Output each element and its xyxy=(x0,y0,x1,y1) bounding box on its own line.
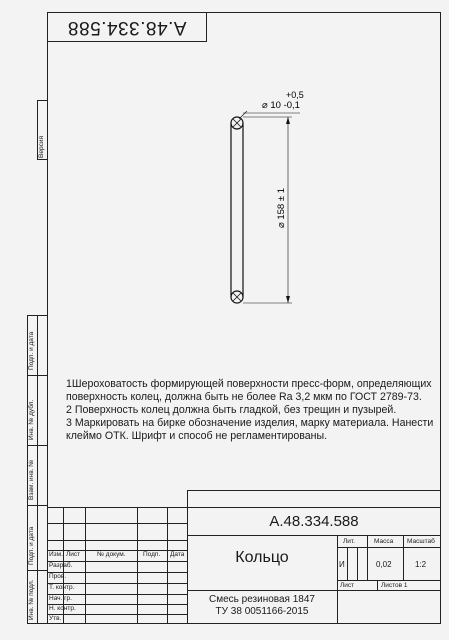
tb-line xyxy=(403,535,404,580)
tb-line xyxy=(47,540,187,541)
lit-label: Лит. xyxy=(343,538,355,545)
role-utv: Утв. xyxy=(49,615,62,622)
role-prov: Пров. xyxy=(49,573,67,580)
header-podp: Подп. xyxy=(143,551,161,558)
massa-label: Масса xyxy=(374,538,394,545)
note-line: 2 Поверхность колец должна быть гладкой, без трещин и пузырей. xyxy=(66,404,397,416)
tb-line xyxy=(137,507,138,624)
tb-line xyxy=(47,523,187,524)
tb-line xyxy=(47,614,187,615)
note-line: 1Шероховатость формирующей поверхности пресс-форм, определяющих xyxy=(66,378,432,390)
masshtab-label: Масштаб xyxy=(407,538,435,545)
inv-podl-label: Инв. № подл. xyxy=(28,579,35,620)
version-label: Версия xyxy=(38,136,45,158)
material-line: Смесь резиновая 1847 xyxy=(208,594,315,605)
arrow-icon xyxy=(286,296,290,303)
technical-notes xyxy=(66,378,436,443)
header-doc-no: № докум. xyxy=(97,551,126,558)
designation: А.48.334.588 xyxy=(269,512,359,530)
role-razrab: Разраб. xyxy=(49,562,73,569)
note-line: клеймо ОТК. Шрифт и способ не регламентированы. xyxy=(66,430,328,442)
tb-line xyxy=(337,580,441,581)
role-t-kontr: Т. контр. xyxy=(49,584,75,591)
tb-line xyxy=(337,590,441,591)
vzam-inv-label: Взам. инв. № xyxy=(28,459,35,500)
sheet-label: Лист xyxy=(340,582,355,589)
sheets-label: Листов 1 xyxy=(381,582,408,589)
tb-line xyxy=(347,547,348,580)
tb-line xyxy=(337,547,441,548)
role-n-kontr: Н. контр. xyxy=(49,605,76,612)
podp-data-label-1: Подп. и дата xyxy=(28,331,35,370)
top-designation-text: А.48.334.588 xyxy=(67,17,187,38)
podp-data-label-2: Подп. и дата xyxy=(28,526,35,565)
arrow-icon xyxy=(286,117,290,124)
leader-line xyxy=(239,111,247,119)
tb-line xyxy=(367,535,368,580)
tb-line xyxy=(187,490,441,491)
header-izm: Изм. xyxy=(49,551,63,558)
tb-line xyxy=(377,580,378,590)
note-line: 3 Маркировать на бирке обозначение изделия, марку материала. Нанести xyxy=(66,417,434,429)
material-block xyxy=(187,590,337,624)
diameter-section-label: ⌀ 10 -0,1 xyxy=(262,100,300,111)
header-list: Лист xyxy=(66,551,81,558)
masshtab-value: 1:2 xyxy=(415,560,427,569)
inv-dubl-label: Инв. № дубл. xyxy=(28,399,35,440)
tb-line xyxy=(167,507,168,624)
role-nach-gr: Нач. гр. xyxy=(49,595,72,602)
tolerance-upper: +0,5 xyxy=(286,90,304,100)
tb-line xyxy=(357,547,358,580)
part-name: Кольцо xyxy=(235,549,289,566)
diameter-main-label: ⌀ 158 ± 1 xyxy=(276,188,287,228)
note-line: поверхность колец, должна быть не более Ra 3,2 мкм по ГОСТ 2789-73. xyxy=(66,391,422,403)
tb-line xyxy=(85,507,86,624)
massa-value: 0,02 xyxy=(376,560,392,569)
lit-value: И xyxy=(339,560,345,569)
material-line: ТУ 38 0051166-2015 xyxy=(215,606,309,617)
header-data: Дата xyxy=(170,551,185,558)
tb-line xyxy=(47,572,187,573)
